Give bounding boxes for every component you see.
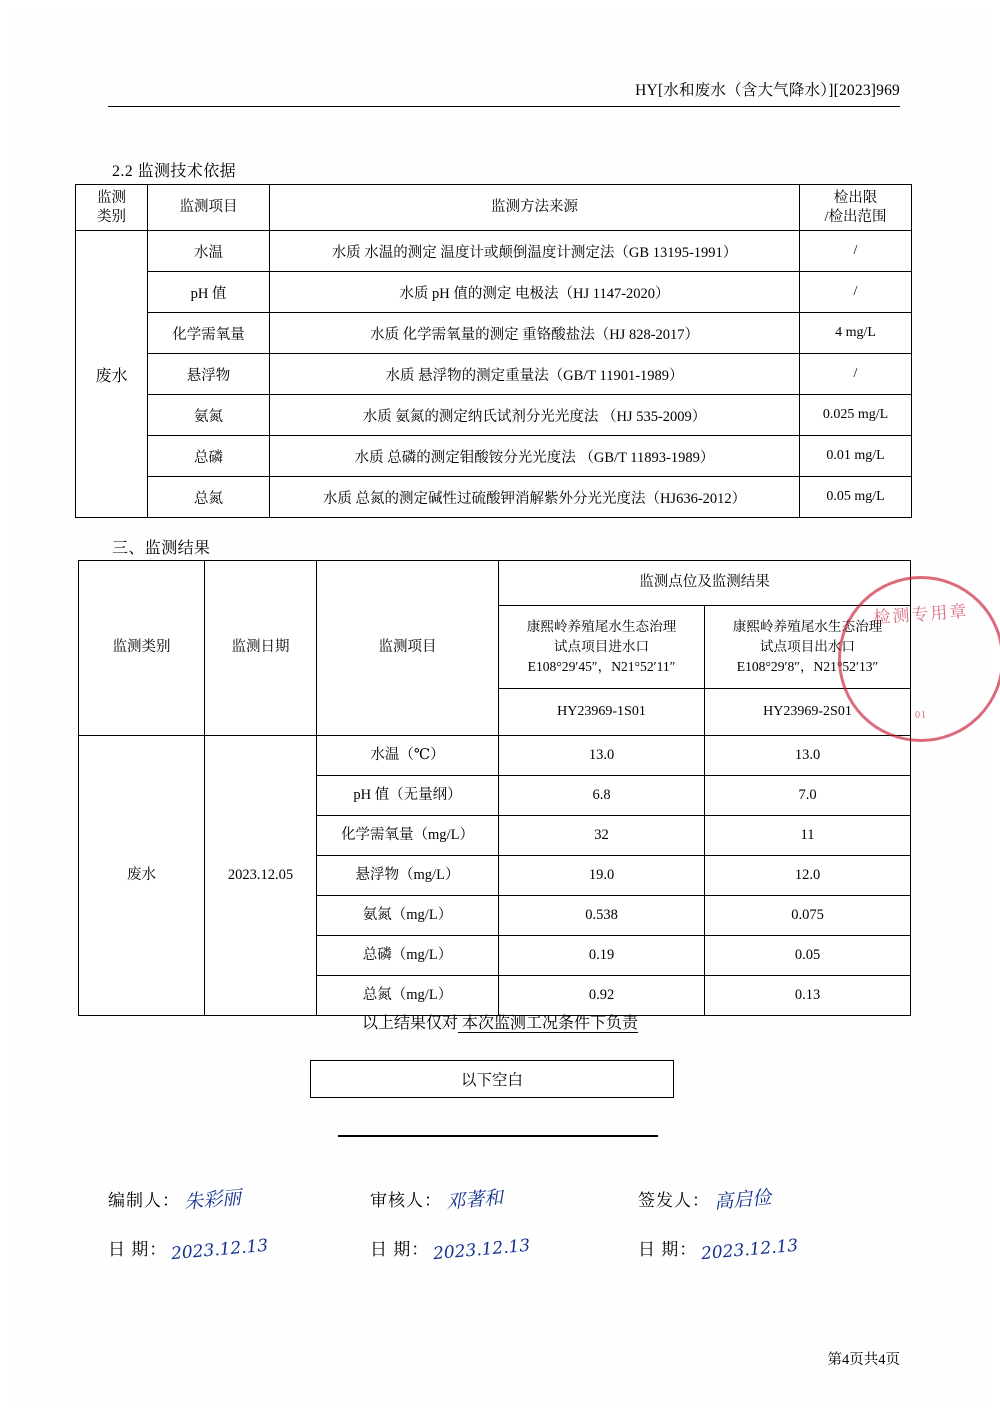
method-source: 水质 氨氮的测定纳氏试剂分光光度法 （HJ 535-2009）: [270, 395, 800, 436]
method-limit: /: [800, 272, 912, 313]
header-points-group: 监测点位及监测结果: [499, 561, 911, 606]
result-value-inlet: 0.92: [499, 976, 705, 1016]
responsibility-note: [0, 1010, 1000, 1033]
method-limit: 4 mg/L: [800, 313, 912, 354]
table-row: [79, 736, 911, 776]
results-table: [78, 560, 911, 1016]
method-source: 水质 总磷的测定钼酸铵分光光度法 （GB/T 11893-1989）: [270, 436, 800, 477]
results-category-label: 废水: [79, 736, 205, 1016]
result-value-outlet: 0.13: [705, 976, 911, 1016]
date-label: 日 期：: [638, 1240, 698, 1259]
responsibility-prefix: 以上结果仅对: [361, 1015, 458, 1032]
reviewed-date-row: [370, 1235, 532, 1265]
sample-code-outlet: HY23969-2S01: [705, 689, 911, 736]
table-row: [76, 436, 912, 477]
seal-text: 检测专用章: [872, 601, 970, 628]
result-value-outlet: 11: [705, 816, 911, 856]
result-item: 化学需氧量（mg/L）: [317, 816, 499, 856]
issued-by-signature: 高启俭: [713, 1186, 772, 1214]
prepared-by-label: 编制人：: [108, 1191, 180, 1210]
method-item: 总氮: [148, 477, 270, 518]
method-item: 悬浮物: [148, 354, 270, 395]
blank-below-box: [310, 1060, 674, 1098]
result-value-outlet: 12.0: [705, 856, 911, 896]
result-item: pH 值（无量纲）: [317, 776, 499, 816]
header-item: 监测项目: [148, 185, 270, 231]
blank-below-label: 以下空白: [460, 1072, 523, 1089]
table-row: [76, 231, 912, 272]
result-item: 总氮（mg/L）: [317, 976, 499, 1016]
issued-date-value: 2023.12.13: [700, 1235, 800, 1265]
method-limit: 0.01 mg/L: [800, 436, 912, 477]
table-row: [76, 313, 912, 354]
method-source: 水质 化学需氧量的测定 重铬酸盐法（HJ 828-2017）: [270, 313, 800, 354]
methods-table: [75, 184, 912, 518]
responsibility-underline-text: 本次监测工况条件下负责: [458, 1015, 639, 1032]
header-date: 监测日期: [205, 561, 317, 736]
method-item: pH 值: [148, 272, 270, 313]
method-source: 水质 总氮的测定碱性过硫酸钾消解紫外分光光度法（HJ636-2012）: [270, 477, 800, 518]
result-item: 悬浮物（mg/L）: [317, 856, 499, 896]
page-number: 第4页共4页: [827, 1352, 900, 1368]
date-label: 日 期：: [108, 1240, 168, 1259]
method-source: 水质 悬浮物的测定重量法（GB/T 11901-1989）: [270, 354, 800, 395]
header-category: 监测 类别: [76, 185, 148, 231]
issued-by-label: 签发人：: [638, 1191, 710, 1210]
result-value-inlet: 32: [499, 816, 705, 856]
prepared-by-row: [108, 1185, 241, 1212]
method-source: 水质 pH 值的测定 电极法（HJ 1147-2020）: [270, 272, 800, 313]
document-header-code: HY[水和废水（含大气降水）][2023]969: [108, 78, 900, 107]
method-item: 水温: [148, 231, 270, 272]
result-value-inlet: 0.19: [499, 936, 705, 976]
method-item: 氨氮: [148, 395, 270, 436]
method-item: 总磷: [148, 436, 270, 477]
method-limit: 0.05 mg/L: [800, 477, 912, 518]
table-row: [76, 477, 912, 518]
section-title-results: 三、监测结果: [112, 540, 211, 557]
table-header-row: [76, 185, 912, 231]
result-value-inlet: 6.8: [499, 776, 705, 816]
table-row: [76, 395, 912, 436]
result-value-outlet: 0.075: [705, 896, 911, 936]
result-value-outlet: 0.05: [705, 936, 911, 976]
method-limit: /: [800, 354, 912, 395]
table-row: [76, 354, 912, 395]
result-item: 水温（℃）: [317, 736, 499, 776]
reviewed-date-value: 2023.12.13: [432, 1235, 532, 1265]
divider-rule: [338, 1135, 658, 1137]
section-title-methods: 2.2 监测技术依据: [112, 163, 237, 180]
method-limit: /: [800, 231, 912, 272]
issued-by-row: [638, 1185, 771, 1212]
reviewed-by-signature: 邓著和: [445, 1186, 504, 1214]
method-limit: 0.025 mg/L: [800, 395, 912, 436]
seal-subtext: 01: [915, 710, 927, 721]
result-value-inlet: 13.0: [499, 736, 705, 776]
method-source: 水质 水温的测定 温度计或颠倒温度计测定法（GB 13195-1991）: [270, 231, 800, 272]
result-value-inlet: 19.0: [499, 856, 705, 896]
results-date-label: 2023.12.05: [205, 736, 317, 1016]
method-item: 化学需氧量: [148, 313, 270, 354]
prepared-by-signature: 朱彩丽: [183, 1186, 242, 1214]
date-label: 日 期：: [370, 1240, 430, 1259]
issued-date-row: [638, 1235, 800, 1265]
reviewed-by-row: [370, 1185, 503, 1212]
table-row: [76, 272, 912, 313]
result-item: 氨氮（mg/L）: [317, 896, 499, 936]
header-limit: 检出限 /检出范围: [800, 185, 912, 231]
result-value-inlet: 0.538: [499, 896, 705, 936]
methods-category-label: 废水: [76, 231, 148, 518]
sample-code-inlet: HY23969-1S01: [499, 689, 705, 736]
result-value-outlet: 13.0: [705, 736, 911, 776]
header-item: 监测项目: [317, 561, 499, 736]
header-category: 监测类别: [79, 561, 205, 736]
prepared-date-row: [108, 1235, 270, 1265]
header-source: 监测方法来源: [270, 185, 800, 231]
header-point-outlet: 康熙岭养殖尾水生态治理 试点项目出水口 E108°29′8″，N21°52′13″: [705, 606, 911, 689]
prepared-date-value: 2023.12.13: [170, 1235, 270, 1265]
result-item: 总磷（mg/L）: [317, 936, 499, 976]
result-value-outlet: 7.0: [705, 776, 911, 816]
header-point-inlet: 康熙岭养殖尾水生态治理 试点项目进水口 E108°29′45″，N21°52′11″: [499, 606, 705, 689]
reviewed-by-label: 审核人：: [370, 1191, 442, 1210]
table-header-row: [79, 561, 911, 606]
